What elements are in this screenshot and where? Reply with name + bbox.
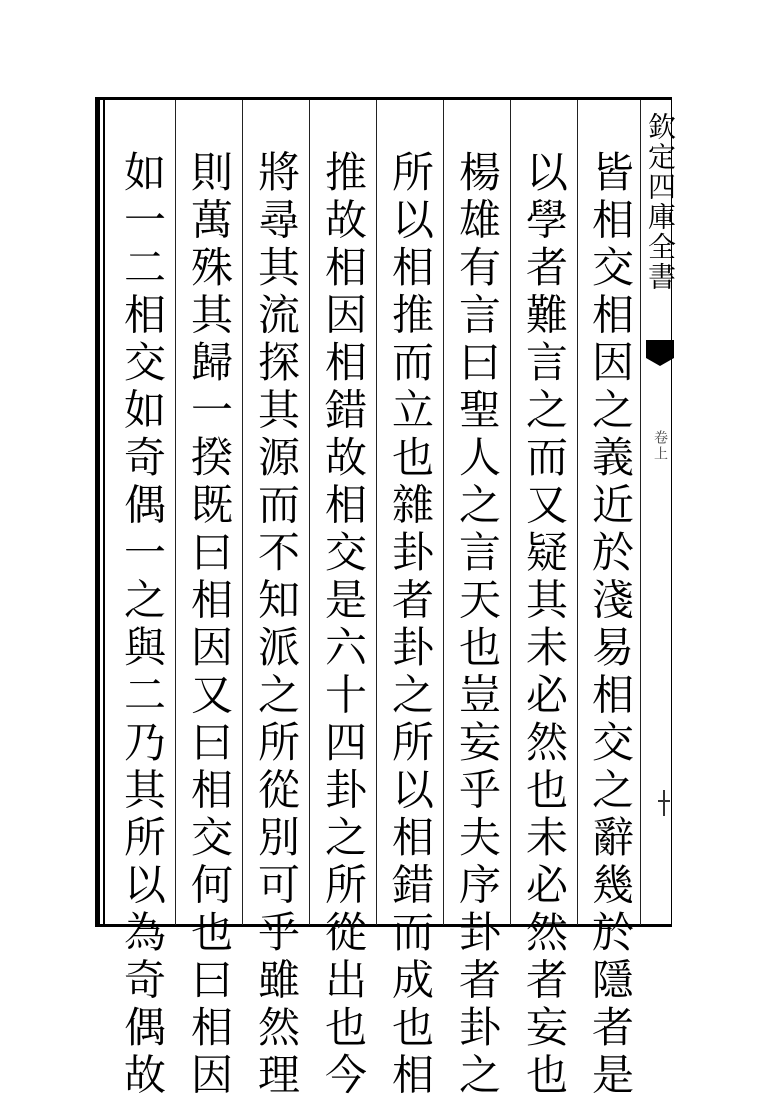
text-column-5: 推故相因相錯故相交是六十四卦之所從出也今 <box>319 150 368 1100</box>
text-column-7: 則萬殊其歸一揆既曰相因又曰相交何也曰相因 <box>185 150 234 1100</box>
text-column-1: 皆相交相因之義近於淺易相交之辭幾於隱者是 <box>586 150 635 1100</box>
column-rule <box>376 100 377 925</box>
column-rule <box>309 100 310 925</box>
text-column-6: 將尋其流探其源而不知派之所從別可乎雖然理 <box>252 150 301 1100</box>
text-column-2: 以學者難言之而又疑其未必然也未必然者妄也 <box>520 150 569 1100</box>
margin-book-title: 欽定四庫全書 <box>644 112 677 292</box>
text-column-4: 所以相推而立也雜卦者卦之所以相錯而成也相 <box>386 150 435 1100</box>
margin-tick <box>663 790 665 816</box>
column-rule <box>175 100 176 925</box>
margin-tick <box>658 800 670 802</box>
text-column-8: 如一二相交如奇偶一之與二乃其所以為奇偶故 <box>118 150 167 1100</box>
column-rule <box>577 100 578 925</box>
column-rule <box>242 100 243 925</box>
column-rule <box>443 100 444 925</box>
fishtail-mark <box>646 340 674 358</box>
column-rule <box>640 100 641 925</box>
text-column-3: 楊雄有言曰聖人之言天也豈妄乎夫序卦者卦之 <box>453 150 502 1100</box>
column-rule <box>510 100 511 925</box>
border-inner-line <box>103 100 105 926</box>
margin-volume-label: 卷上 <box>652 430 668 462</box>
